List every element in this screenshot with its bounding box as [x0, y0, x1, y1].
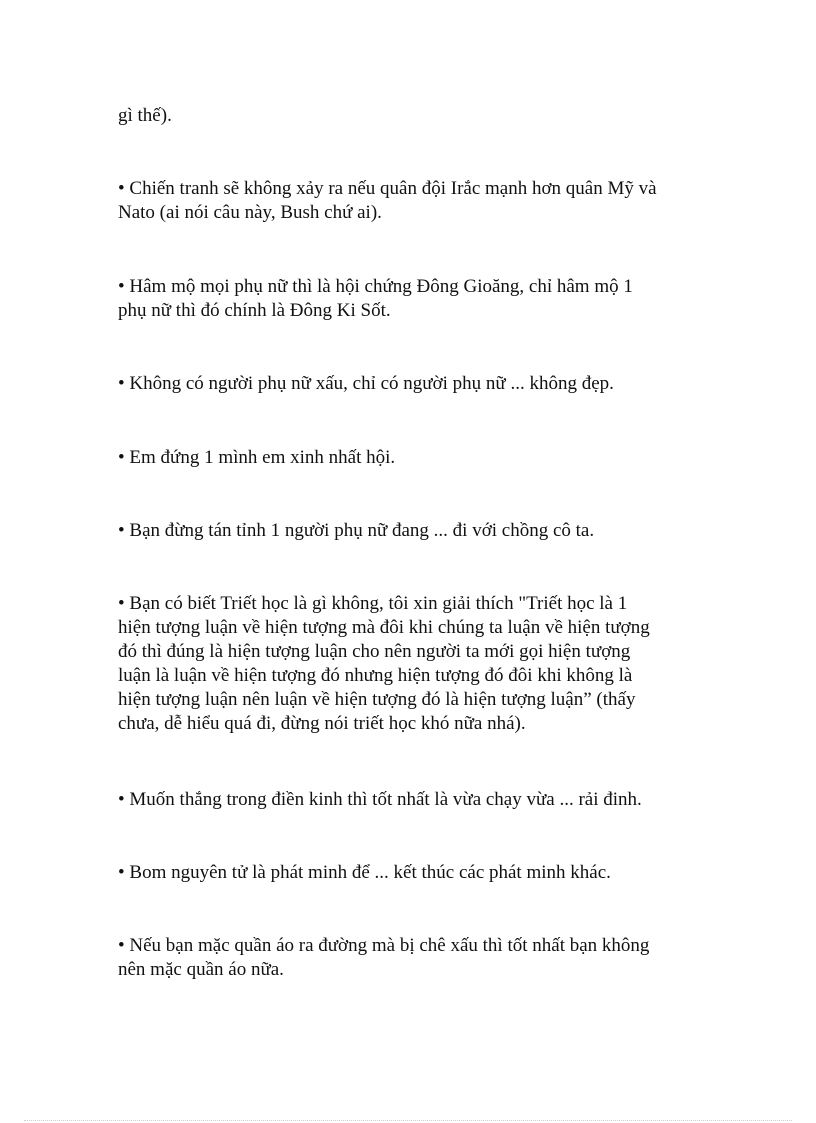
paragraph-continuation: gì thế). — [118, 105, 172, 126]
bullet-paragraph-war: • Chiến tranh sẽ không xảy ra nếu quân đội Irắc mạnh hơn quân Mỹ và Nato (ai nói câu này, Bush chứ ai). — [118, 178, 657, 223]
bullet-paragraph-athletics: • Muốn thắng trong điền kinh thì tốt nhất là vừa chạy vừa ... rải đinh. — [118, 789, 642, 810]
bullet-paragraph-alone: • Em đứng 1 mình em xinh nhất hội. — [118, 447, 396, 468]
bullet-paragraph-don-juan: • Hâm mộ mọi phụ nữ thì là hội chứng Đông Gioăng, chỉ hâm mộ 1 phụ nữ thì đó chính là Đông Ki Sốt. — [118, 276, 633, 321]
bullet-paragraph-philosophy: • Bạn có biết Triết học là gì không, tôi xin giải thích "Triết học là 1 hiện tượng luận về hiện tượng mà đôi khi chúng ta luận về hiện tượng đó thì đúng là hiện tượng luận cho nên người ta mới gọi hiện tượng luận là luận về hiện tượng đó nhưng hiện tượng đó đôi khi không là hiện tượng luận nên luận về hiện tượng đó là hiện tượng luận” (thấy chưa, dễ hiểu quá đi, đừng nói triết học khó nữa nhá). — [118, 593, 650, 734]
bullet-paragraph-flirting: • Bạn đừng tán tỉnh 1 người phụ nữ đang ... đi với chồng cô ta. — [118, 520, 595, 541]
bullet-paragraph-ugly-women: • Không có người phụ nữ xấu, chỉ có người phụ nữ ... không đẹp. — [118, 373, 614, 394]
bullet-paragraph-clothes: • Nếu bạn mặc quần áo ra đường mà bị chê xấu thì tốt nhất bạn không nên mặc quần áo nữa. — [118, 935, 650, 980]
bullet-paragraph-atomic-bomb: • Bom nguyên tử là phát minh để ... kết thúc các phát minh khác. — [118, 862, 611, 883]
page-bottom-divider — [24, 1120, 792, 1121]
